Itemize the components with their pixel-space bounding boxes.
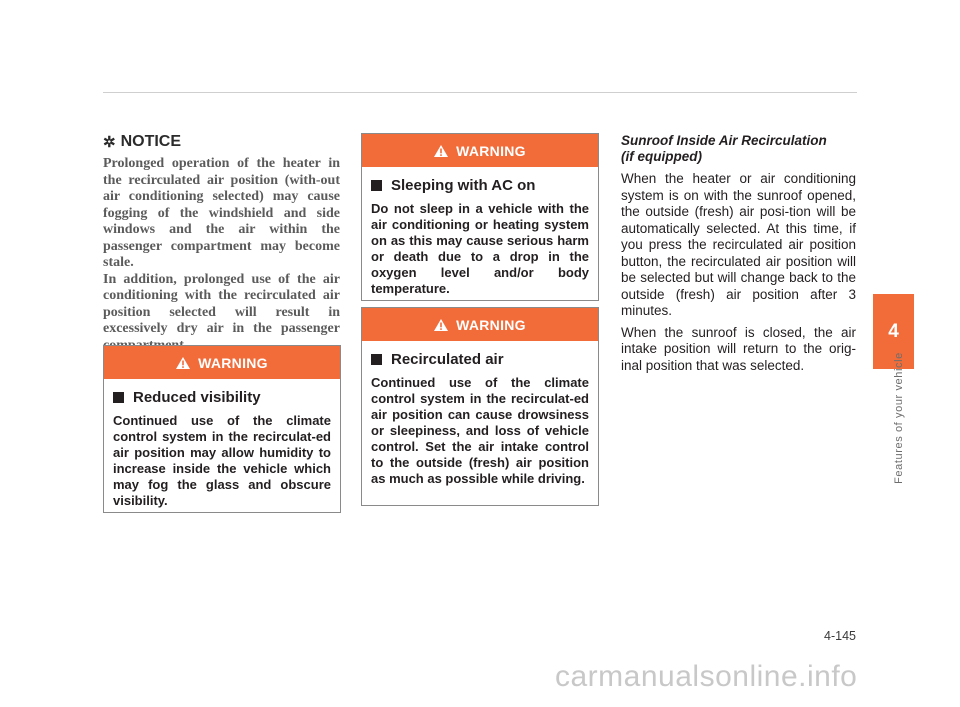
warning-box-reduced-visibility bbox=[103, 345, 341, 513]
notice-heading bbox=[103, 133, 340, 151]
header-rule bbox=[103, 92, 857, 93]
warning-text: Continued use of the climate control system in the recirculat-ed air position may allow humidity to increase inside the vehicle which may fog the glass and obscure visibility. bbox=[113, 413, 331, 508]
sunroof-section bbox=[621, 133, 856, 374]
warning-text: Continued use of the climate control system in the recirculat-ed air position can cause drowsiness or sleepiness, and loss of vehicle control. Set the air intake control to the outside (fresh) air position as much as possible while driving. bbox=[371, 375, 589, 486]
warning-text: Do not sleep in a vehicle with the air conditioning or heating system on as this may cause serious harm or death due to a drop in the oxygen level and/or body temperature. bbox=[371, 201, 589, 296]
chapter-label: Features of your vehicle bbox=[893, 352, 905, 484]
warning-title bbox=[371, 351, 589, 368]
notice-title: NOTICE bbox=[120, 133, 182, 150]
cross-mark-icon: ✲ bbox=[103, 134, 116, 151]
warning-box-sleeping-with-ac bbox=[361, 133, 599, 301]
warning-triangle-icon bbox=[176, 357, 190, 369]
warning-title bbox=[371, 177, 589, 194]
sunroof-heading-line1: Sunroof Inside Air Recirculation bbox=[621, 133, 827, 148]
sunroof-heading-line2: (if equipped) bbox=[621, 149, 702, 164]
warning-title-text: Reduced visibility bbox=[133, 389, 261, 406]
warning-box-recirculated-air bbox=[361, 307, 599, 506]
square-bullet-icon bbox=[371, 354, 382, 365]
warning-title-text: Recirculated air bbox=[391, 351, 504, 368]
warning-triangle-icon bbox=[434, 319, 448, 331]
sunroof-paragraph: When the sunroof is closed, the air intake position will return to the orig-inal position that was selected. bbox=[621, 324, 856, 373]
chapter-tab: 4 bbox=[873, 294, 914, 369]
warning-label: WARNING bbox=[198, 354, 268, 371]
warning-triangle-icon bbox=[434, 145, 448, 157]
square-bullet-icon bbox=[113, 392, 124, 403]
warning-header bbox=[362, 308, 598, 341]
warning-title-text: Sleeping with AC on bbox=[391, 177, 536, 194]
notice-paragraph: In addition, prolonged use of the air conditioning with the recirculated air position selected will result in excessively dry air in the passenger bbox=[103, 271, 340, 336]
warning-label: WARNING bbox=[456, 142, 526, 159]
square-bullet-icon bbox=[371, 180, 382, 191]
page-number: 4-145 bbox=[824, 629, 856, 643]
warning-header bbox=[362, 134, 598, 167]
notice-paragraph: Prolonged operation of the heater in the recirculated air position (with-out air conditioning selected) may cause fogging of the windshield and side windows and the air within the passenger compartment may become stale. bbox=[103, 156, 340, 270]
notice-section bbox=[103, 133, 340, 354]
sunroof-heading bbox=[621, 133, 856, 165]
sunroof-paragraph: When the heater or air conditioning system is on with the sunroof opened, the outside (fresh) air posi-tion will be automatically selected. At this time, if you press the recirculated air position button, the recirculated air position will be selected but will change back to the outside (fresh) air position after 3 minutes. bbox=[621, 171, 856, 318]
warning-label: WARNING bbox=[456, 316, 526, 333]
watermark: carmanualsonline.info bbox=[555, 660, 858, 693]
warning-title bbox=[113, 389, 331, 406]
notice-body bbox=[103, 156, 340, 354]
warning-header bbox=[104, 346, 340, 379]
